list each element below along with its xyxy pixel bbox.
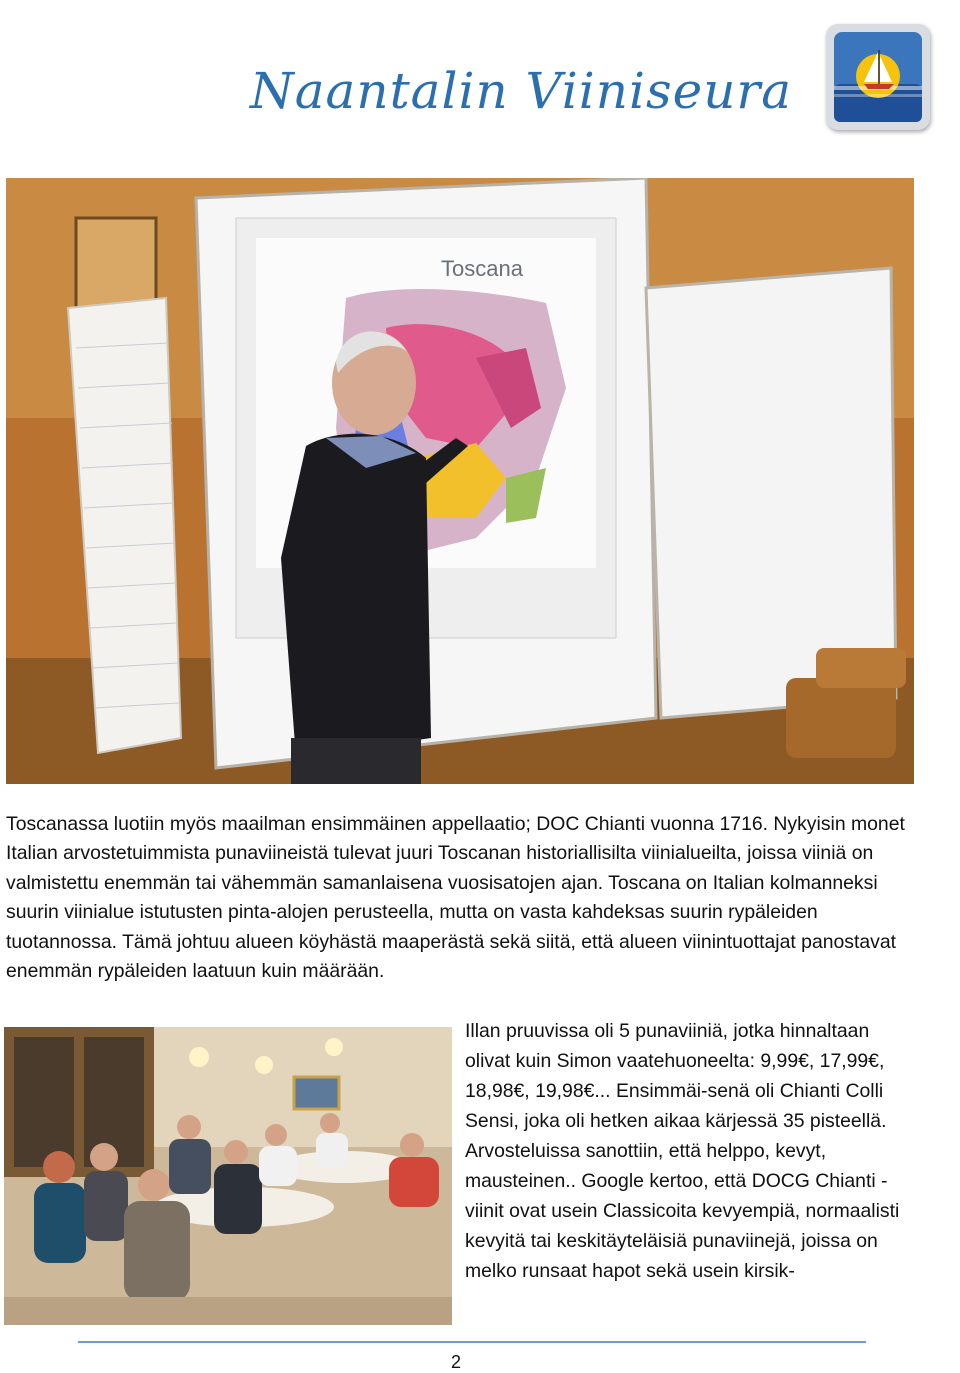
footer-divider: [78, 1341, 866, 1343]
presentation-photo: [6, 178, 914, 784]
club-logo: [826, 24, 930, 130]
sailboat-sun-logo-icon: [834, 32, 922, 122]
page-title: Naantalin Viiniseura: [250, 62, 793, 120]
page-number: 2: [450, 1352, 461, 1372]
audience-photo: [4, 1027, 452, 1325]
side-paragraph: Illan pruuvissa oli 5 punaviiniä, jotka hinnaltaan olivat kuin Simon vaatehuoneelta: 9,99€, 17,99€, 18,98€, 19,98€... Ensimmäi-senä oli Chianti Colli Sensi, joka oli hetken aikaa kärjessä 35 pisteellä. Arvosteluissa sanottiin, että helppo, kevyt, mausteinen.. Google kertoo, että DOCG Chianti -viinit ovat usein Classicoita kevyempiä, normaalisti kevyitä tai keskitäyteläisiä punaviinejä, joissa on melko runsaat hapot sekä usein kirsik-: [465, 1020, 900, 1282]
slide-title: Toscana: [441, 256, 523, 281]
intro-paragraph: Toscanassa luotiin myös maailman ensimmäinen appellaatio; DOC Chianti vuonna 1716. Nykyisin monet Italian arvostetuimmista punaviineistä tulevat juuri Toscanan historiallisilta viinialueilta, joissa viiniä on valmistettu enemmän tai vähemmän samanlaisena vuosisatojen ajan. Toscana on Italian kolmanneksi suurin viinialue istutusten pinta-alojen perusteella, mutta on vasta kahdeksas suurin rypäleiden tuotannossa. Tämä johtuu alueen köyhästä maaperästä sekä siitä, että alueen viinintuottajat panostavat enemmän rypäleiden laatuun kuin määrään.: [6, 813, 905, 983]
